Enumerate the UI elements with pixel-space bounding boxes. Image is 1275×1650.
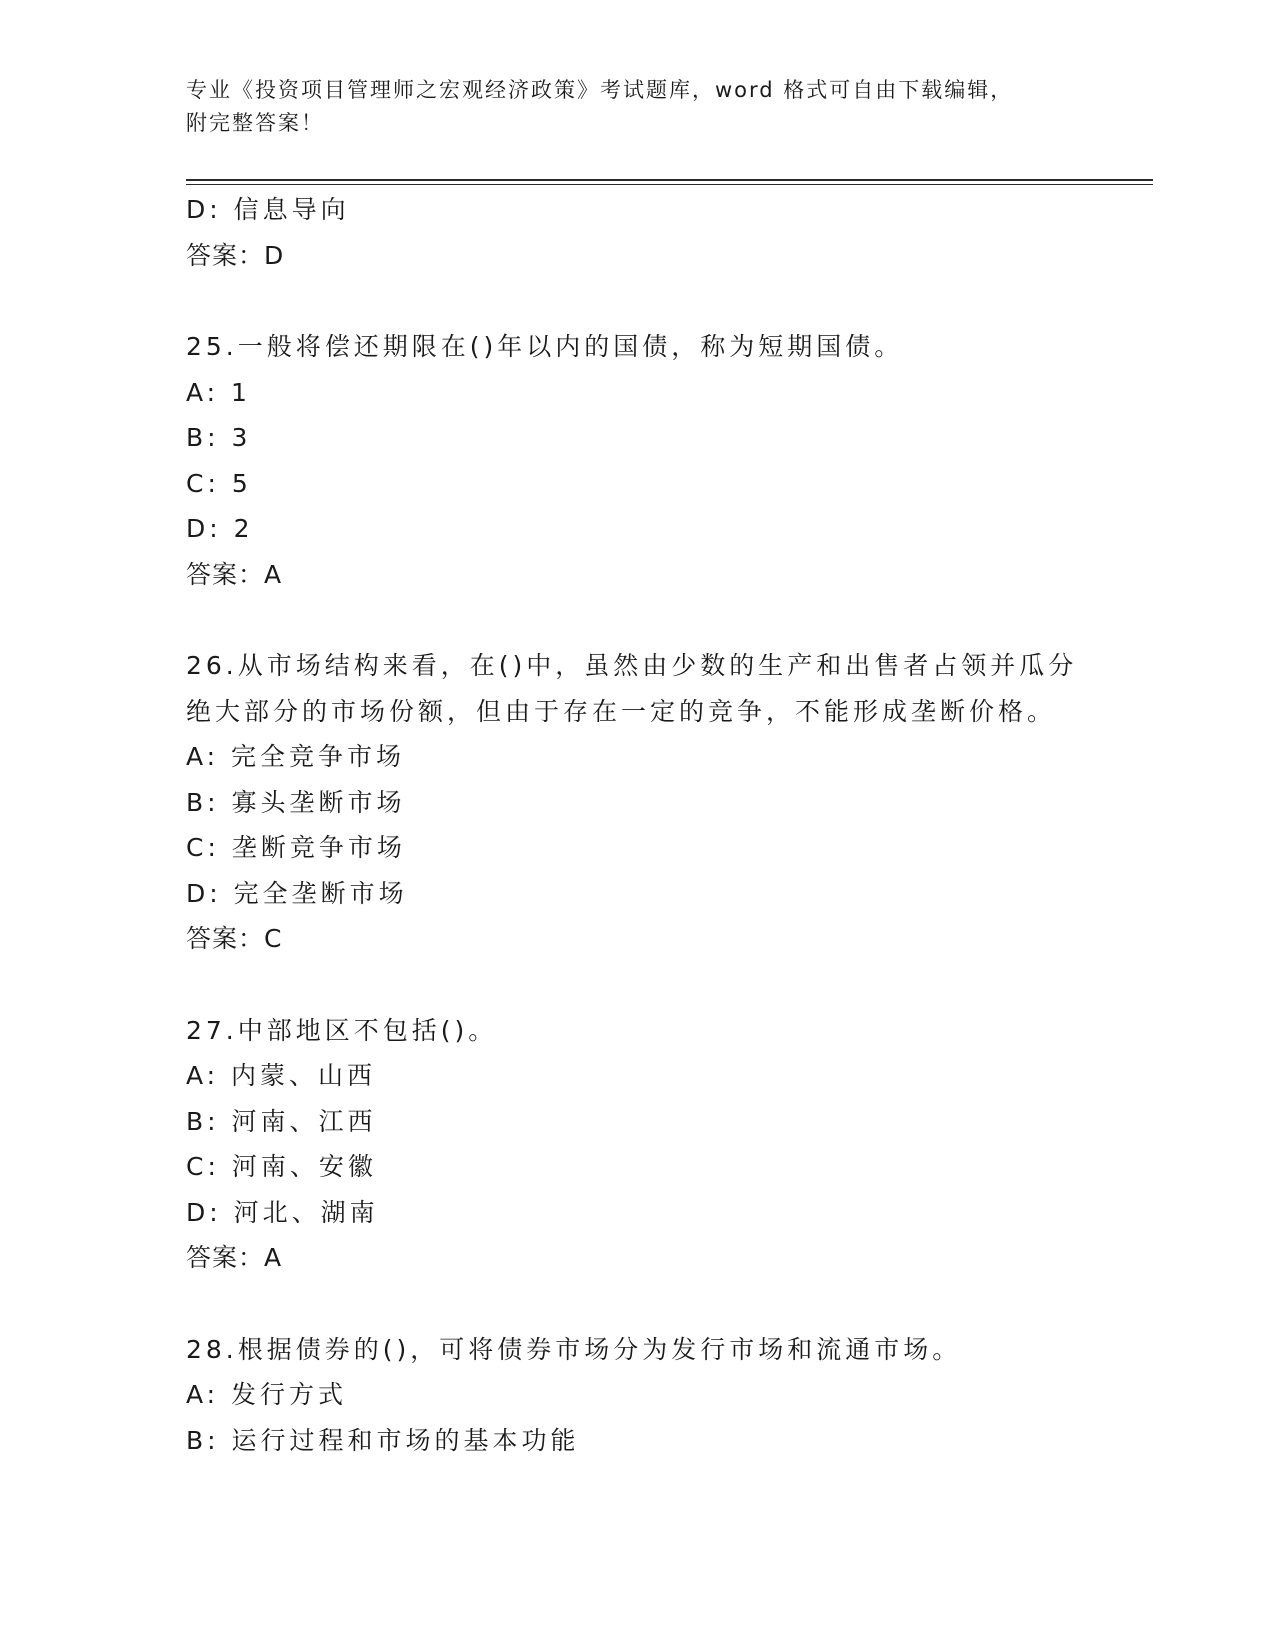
question-26	[186, 643, 1146, 962]
option-b: B: 运行过程和市场的基本功能	[186, 1425, 580, 1455]
document-header	[186, 74, 1086, 140]
option-b: B: 3	[186, 423, 252, 452]
option-d: D: 信息导向	[186, 195, 350, 224]
option-a: A: 内蒙、山西	[186, 1061, 377, 1090]
answer-line: 答案：A	[186, 559, 283, 589]
question-gap	[186, 597, 1146, 643]
question-gap	[186, 1281, 1146, 1327]
question-stem: 25.一般将偿还期限在()年以内的国债，称为短期国债。	[186, 332, 904, 361]
question-27	[186, 1008, 1146, 1281]
question-list	[186, 187, 1146, 1463]
header-divider-top	[186, 179, 1153, 181]
option-b: B: 河南、江西	[186, 1106, 377, 1136]
answer-line: 答案：D	[186, 240, 285, 270]
question-28	[186, 1327, 1146, 1464]
question-gap	[186, 278, 1146, 324]
option-d: D: 河北、湖南	[186, 1197, 379, 1227]
option-c: C: 5	[186, 468, 252, 498]
option-a: A: 完全竞争市场	[186, 742, 406, 771]
answer-line: 答案：C	[186, 924, 283, 953]
answer-line: 答案：A	[186, 1243, 283, 1272]
question-fragment	[186, 187, 1146, 278]
option-a: A: 发行方式	[186, 1380, 348, 1409]
question-stem: 27.中部地区不包括()。	[186, 1015, 498, 1045]
header-line-2: 附完整答案！	[186, 111, 324, 135]
option-d: D: 2	[186, 514, 254, 543]
question-stem-line-1: 26.从市场结构来看，在()中，虽然由少数的生产和出售者占领并瓜分	[186, 651, 1078, 680]
option-b: B: 寡头垄断市场	[186, 787, 406, 817]
option-d: D: 完全垄断市场	[186, 878, 408, 908]
question-25	[186, 324, 1146, 597]
option-c: C: 垄断竞争市场	[186, 833, 406, 862]
question-stem-line-2: 绝大部分的市场份额，但由于存在一定的竞争，不能形成垄断价格。	[186, 696, 1057, 726]
header-divider-bottom	[186, 184, 1153, 185]
option-a: A: 1	[186, 377, 251, 407]
header-line-1: 专业《投资项目管理师之宏观经济政策》考试题库，word 格式可自由下载编辑，	[186, 78, 1014, 102]
option-c: C: 河南、安徽	[186, 1152, 377, 1181]
question-gap	[186, 962, 1146, 1008]
question-stem: 28.根据债券的()，可将债券市场分为发行市场和流通市场。	[186, 1334, 962, 1364]
